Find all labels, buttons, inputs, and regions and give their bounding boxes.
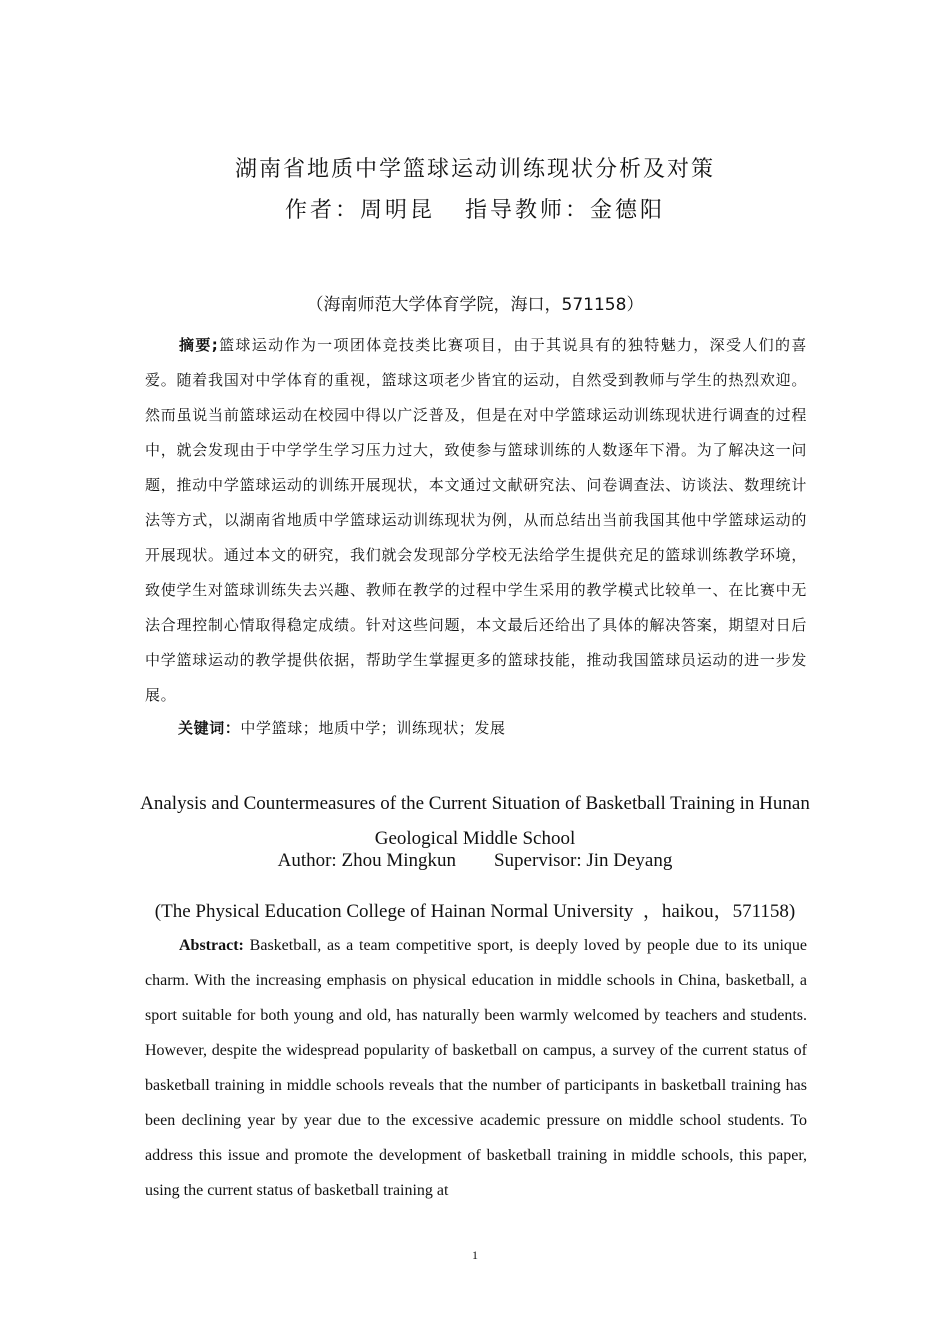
page-number: 1 [472,1248,478,1262]
english-author-line: Author: Zhou Mingkun Supervisor: Jin Deyang [277,850,673,871]
english-abstract-label: Abstract: [179,937,244,954]
english-abstract [145,928,807,1208]
chinese-keywords-label: 关键词： [178,719,241,737]
chinese-title: 湖南省地质中学篮球运动训练现状分析及对策 [234,157,715,182]
chinese-keywords [178,714,506,742]
chinese-author-line: 作者：周明昆 指导教师：金德阳 [285,198,665,223]
chinese-abstract-text: 篮球运动作为一项团体竞技类比赛项目，由于其说具有的独特魅力，深受人们的喜爱。随着我国对中学体育的重视，篮球这项老少皆宜的运动，自然受到教师与学生的热烈欢迎。然而虽说当前篮球运动在校园中得以广泛普及，但是在对中学篮球运动训练现状进行调查的过程中，就会发现由于中学学生学习压力过大，致使参与篮球训练的人数逐年下滑。为了解决这一问题，推动中学篮球运动的训练开展现状，本文通过文献研究法、问卷调查法、访谈法、数理统计法等方式，以湖南省地质中学篮球运动训练现状为例，从而总结出当前我国其他中学篮球运动的开展现状。通过本文的研究，我们就会发现部分学校无法给学生提供充足的篮球训练教学环境，致使学生对篮球训练失去兴趣、教师在教学的过程中学生采用的教学模式比较单一、在比赛中无法合理控制心情取得稳定成绩。针对这些问题，本文最后还给出了具体的解决答案，期望对日后中学篮球运动的教学提供依据，帮助学生掌握更多的篮球技能，推动我国篮球员运动的进一步发展。 [145,336,807,704]
english-title: Analysis and Countermeasures of the Current Situation of Basketball Training in Hunan Geological Middle School [140,793,810,849]
chinese-abstract-label: 摘要; [179,336,219,354]
chinese-affiliation: （海南师范大学体育学院，海口，571158） [306,295,644,315]
english-affiliation: (The Physical Education College of Hainan Normal University ，haikou，571158) [154,901,796,922]
chinese-abstract [145,328,807,713]
english-abstract-text: Basketball, as a team competitive sport, is deeply loved by people due to its unique charm. With the increasing emphasis on physical education in middle schools in China, basketball, a sport suitable for both young and old, has naturally been warmly welcomed by teachers and students. However, despite the widespread popularity of basketball on campus, a survey of the current status of basketball training in middle schools reveals that the number of participants in basketball training has been declining year by year due to the excessive academic pressure on middle school students. To address this issue and promote the development of basketball training in middle schools, this paper, using the current status of basketball training at [145,937,808,1199]
chinese-keywords-text: 中学篮球；地质中学；训练现状；发展 [240,719,506,737]
